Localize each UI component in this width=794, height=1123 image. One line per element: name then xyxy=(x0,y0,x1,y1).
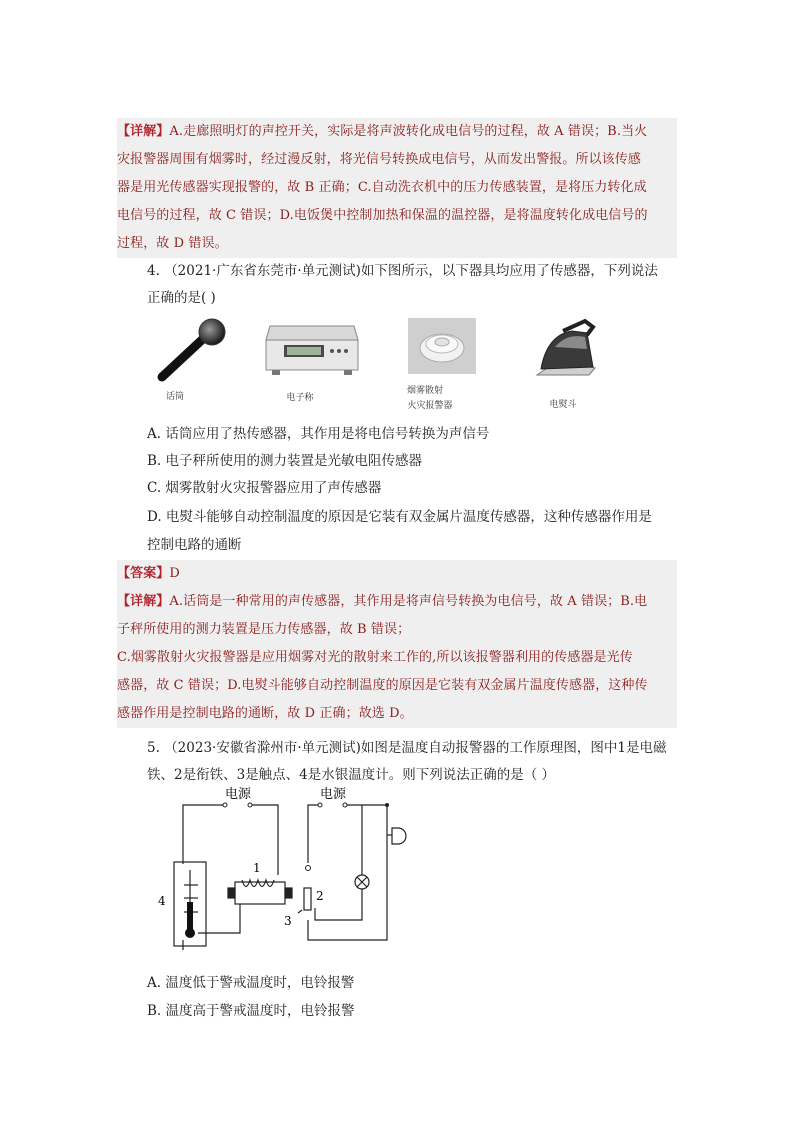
option-d[interactable]: D. 电熨斗能够自动控制温度的原因是它装有双金属片温度传感器，这种传感器作用是 xyxy=(147,509,652,525)
option-a[interactable]: A. 话筒应用了热传感器，其作用是将电信号转换为声信号 xyxy=(147,426,490,442)
figure-label-iron: 电熨斗 xyxy=(549,400,577,410)
explanation-line: 【详解】A.话筒是一种常用的声传感器，其作用是将声信号转换为电信号，故 A 错误；B.电 xyxy=(117,594,648,609)
microphone-icon xyxy=(150,315,235,395)
power-label-right: 电源 xyxy=(320,787,347,802)
q5-option-b[interactable]: B. 温度高于警戒温度时，电铃报警 xyxy=(147,1003,355,1019)
option-d-cont: 控制电路的通断 xyxy=(147,537,242,553)
answer-block xyxy=(117,560,677,588)
label-3: 3 xyxy=(284,914,292,928)
figure-label-scale: 电子称 xyxy=(286,393,314,403)
q5-option-a[interactable]: A. 温度低于警戒温度时，电铃报警 xyxy=(147,975,355,991)
figure-label-smoke-2: 火灾报警器 xyxy=(407,401,453,411)
explanation-block-1 xyxy=(117,118,677,230)
explanation-block-1-last xyxy=(117,230,677,258)
explanation-line: 器是用光传感器实现报警的，故 B 正确；C.自动洗衣机中的压力传感装置，是将压力转化成 xyxy=(117,180,647,195)
option-c[interactable]: C. 烟雾散射火灾报警器应用了声传感器 xyxy=(147,480,382,496)
explanation-block-4 xyxy=(117,588,677,728)
scale-icon xyxy=(262,318,362,380)
explanation-line: C.烟雾散射火灾报警器是应用烟雾对光的散射来工作的,所以该报警器利用的传感器是光传 xyxy=(117,650,633,665)
figure-label-smoke-1: 烟雾散射 xyxy=(406,386,443,396)
label-4: 4 xyxy=(158,894,166,908)
explanation-line: 电信号的过程，故 C 错误；D.电饭煲中控制加热和保温的温控器，是将温度转化成电信号的 xyxy=(117,208,648,223)
question-5-stem-line-2: 铁、2是衔铁、3是触点、4是水银温度计。则下列说法正确的是（ ） xyxy=(147,767,556,783)
circuit-diagram-svg xyxy=(150,780,420,950)
explanation-line: 子秤所使用的测力装置是压力传感器，故 B 错误； xyxy=(117,622,411,637)
scale-figure xyxy=(262,318,362,380)
label-1: 1 xyxy=(253,861,261,875)
question-5-stem-line-1: 5. （2023·安徽省滁州市·单元测试)如图是温度自动报警器的工作原理图，图中1是电磁 xyxy=(147,740,667,756)
option-b[interactable]: B. 电子秤所使用的测力装置是光敏电阻传感器 xyxy=(147,453,423,469)
explanation-line: 感器，故 C 错误；D.电熨斗能够自动控制温度的原因是它装有双金属片温度传感器，这种传 xyxy=(117,678,648,693)
figure-label-microphone: 话筒 xyxy=(165,392,184,402)
answer-tag: 【答案】 xyxy=(117,566,170,581)
question-4-stem-line-1: 4. （2021·广东省东莞市·单元测试)如下图所示，以下器具均应用了传感器，下列说法 xyxy=(147,263,658,279)
iron-icon xyxy=(527,313,602,388)
question-4-stem-line-2: 正确的是( ) xyxy=(147,290,216,306)
iron-figure xyxy=(527,313,602,388)
power-label-left: 电源 xyxy=(225,787,252,802)
circuit-diagram xyxy=(150,780,420,950)
smoke-detector-icon xyxy=(408,318,476,374)
answer-value: D xyxy=(169,566,180,581)
microphone-figure xyxy=(150,315,235,395)
smoke-detector-figure xyxy=(408,318,476,374)
explanation-line: 【详解】A.走廊照明灯的声控开关，实际是将声波转化成电信号的过程，故 A 错误；B.当火 xyxy=(117,124,648,139)
explanation-line: 灾报警器周围有烟雾时，经过漫反射，将光信号转换成电信号，从而发出警报。所以该传感 xyxy=(117,152,642,167)
explanation-line: 感器作用是控制电路的通断，故 D 正确；故选 D。 xyxy=(117,706,413,721)
explanation-line: 过程，故 D 错误。 xyxy=(117,236,228,251)
explanation-tag: 【详解】 xyxy=(117,124,170,139)
label-2: 2 xyxy=(316,889,324,903)
explanation-tag: 【详解】 xyxy=(117,594,170,609)
